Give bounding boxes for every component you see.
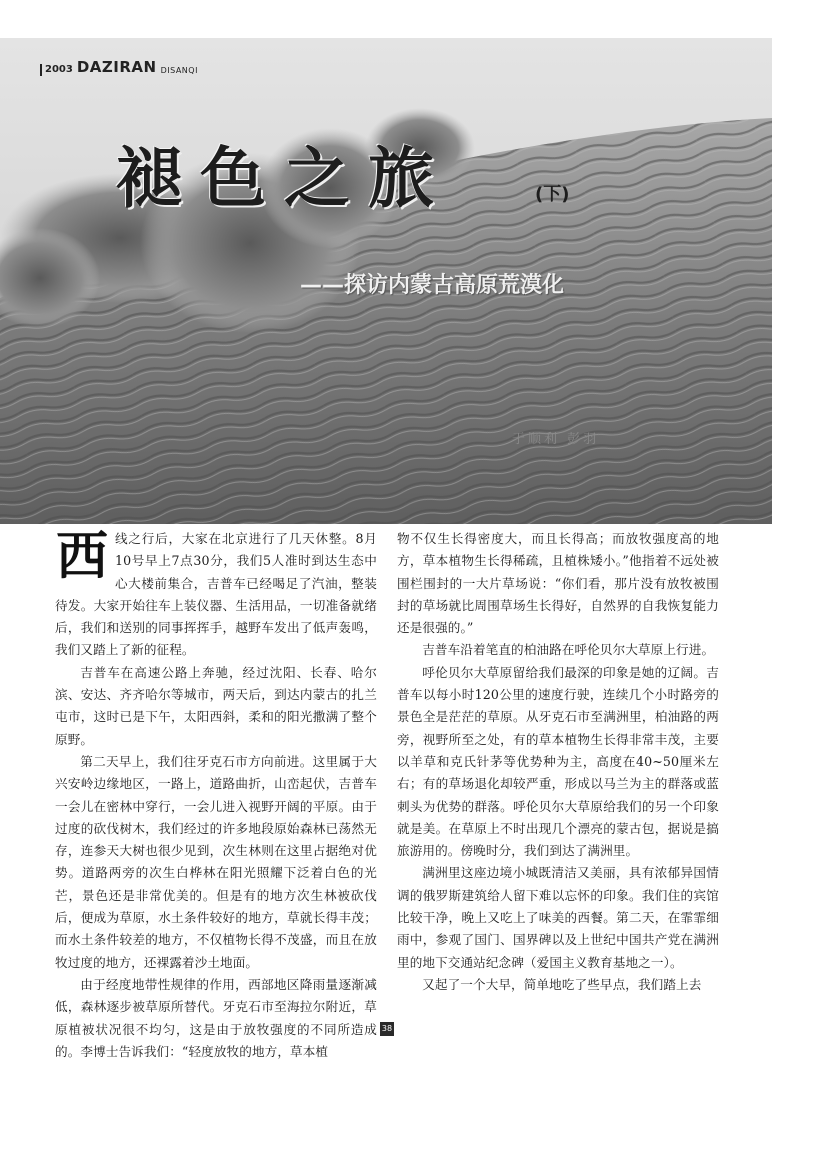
- article-authors: 于顺利 彭羽: [512, 432, 600, 447]
- article-title: 褪色之旅: [116, 139, 452, 217]
- hero-desert-photo: [0, 38, 772, 524]
- article-part-label: (下): [535, 184, 570, 205]
- masthead-title: DAZIRAN: [76, 58, 157, 76]
- paragraph: 又起了一个大早，简单地吃了些早点，我们踏上去: [422, 976, 702, 992]
- masthead-year: 2003: [40, 64, 73, 76]
- text-column-right: [397, 528, 719, 996]
- paragraph: 满洲里这座边境小城既清洁又美丽，具有浓郁异国情调的俄罗斯建筑给人留下难以忘怀的印象。我们住的宾馆比较干净，晚上又吃上了味美的西餐。第二天，在霏霏细雨中，参观了国门、国界碑以及上世纪中国共产党在满洲里的地下交通站纪念碑（爱国主义教育基地之一）。: [397, 865, 719, 970]
- page-number: 38: [380, 1022, 394, 1036]
- masthead-issue: DISANQI: [160, 66, 198, 75]
- paragraph: 呼伦贝尔大草原留给我们最深的印象是她的辽阔。吉普车以每小时120公里的速度行驶，连续几个小时路旁的景色全是茫茫的草原。从牙克石市至满洲里，柏油路的两旁，视野所至之处，有的草本植物生长得非常丰茂，主要以羊草和克氏针茅等优势种为主，高度在40~50厘米左右；有的草场退化却较严重，形成以马兰为主的群落或蓝刺头为优势的群落。呼伦贝尔大草原给我们的另一个印象就是美。在草原上不时出现几个漂亮的蒙古包，据说是搞旅游用的。傍晚时分，我们到达了满洲里。: [397, 664, 719, 859]
- text-column-left: [55, 528, 377, 1063]
- paragraph: 吉普车在高速公路上奔驰，经过沈阳、长春、哈尔滨、安达、齐齐哈尔等城市，两天后，到达内蒙古的扎兰屯市，这时已是下午，太阳西斜，柔和的阳光撒满了整个原野。: [55, 664, 377, 747]
- drop-cap: 西: [55, 526, 109, 587]
- paragraph: 第二天早上，我们往牙克石市方向前进。这里属于大兴安岭边缘地区，一路上，道路曲折，山峦起伏，吉普车一会儿在密林中穿行，一会儿进入视野开阔的平原。由于过度的砍伐树木，我们经过的许多地段原始森林已荡然无存，连参天大树也很少见到，次生林则在这里占据绝对优势。道路两旁的次生白桦林在阳光照耀下泛着白色的光芒，景色还是非常优美的。但是有的地方次生林被砍伐后，便成为草原，水土条件较好的地方，草就长得丰茂；而水土条件较差的地方，不仅植物长得不茂盛，而且在放牧过度的地方，还裸露着沙土地面。: [55, 753, 377, 970]
- article-subtitle: ——探访内蒙古高原荒漠化: [300, 273, 565, 298]
- paragraph: 物不仅生长得密度大，而且长得高；而放牧强度高的地方，草本植物生长得稀疏，且植株矮小。”他指着不远处被围栏围封的一大片草场说：“你们看，那片没有放牧被围封的草场就比周围草场生长得好，自然界的自我恢复能力还是很强的。”: [397, 531, 719, 636]
- paragraph-text: 线之行后，大家在北京进行了几天休整。8月10号早上7点30分，我们5人准时到达生态中心大楼前集合，吉普车已经喝足了汽油，整装待发。大家开始往车上装仪器、生活用品，一切准备就绪后，我们和送别的同事挥挥手，越野车发出了低声轰鸣，我们又踏上了新的征程。: [55, 531, 377, 658]
- paragraph: [55, 528, 377, 662]
- paragraph: 吉普车沿着笔直的柏油路在呼伦贝尔大草原上行进。: [422, 642, 715, 658]
- magazine-masthead: [40, 56, 198, 76]
- paragraph: 由于经度地带性规律的作用，西部地区降雨量逐渐减低，森林逐步被草原所替代。牙克石市至海拉尔附近，草原植被状况很不均匀，这是由于放牧强度的不同所造成的。李博士告诉我们：“轻度放牧的地方，草本植: [55, 976, 377, 1059]
